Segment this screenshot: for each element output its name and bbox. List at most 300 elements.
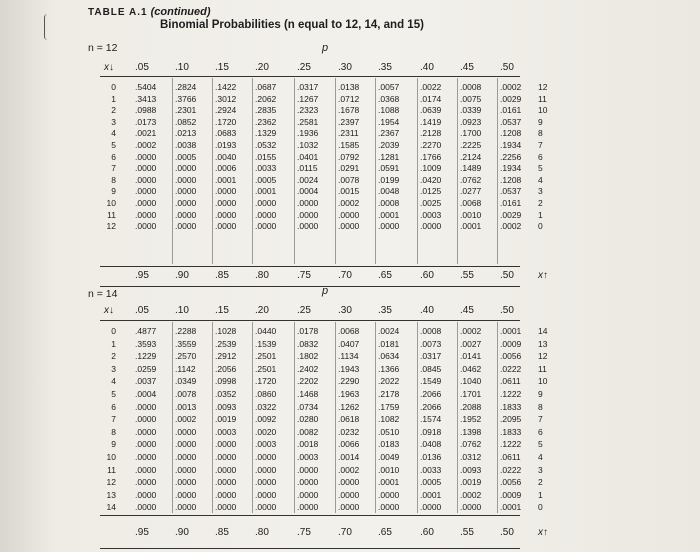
- row-index: 4: [111, 128, 116, 139]
- probability-cell: .0000: [135, 464, 157, 475]
- probability-cell: .0056: [500, 351, 522, 362]
- probability-cell: .1701: [460, 389, 482, 399]
- row-index-right: 9: [538, 389, 543, 399]
- probability-cell: .0155: [255, 151, 277, 162]
- probability-cell: .0068: [338, 326, 360, 336]
- probability-cell: .1281: [378, 151, 400, 162]
- row-index: 12: [106, 221, 116, 232]
- column-rule: [294, 322, 295, 513]
- probability-cell: .0009: [500, 338, 522, 349]
- row-index: 9: [111, 439, 116, 450]
- probability-cell: .0000: [135, 198, 157, 208]
- probability-cell: .0024: [297, 174, 319, 185]
- probability-cell: .0000: [420, 221, 442, 232]
- column-rule: [335, 78, 336, 264]
- probability-cell: .1329: [255, 128, 277, 139]
- row-index-right: 3: [538, 464, 543, 475]
- column-footer: .95: [135, 527, 149, 538]
- probability-cell: .1700: [460, 128, 482, 139]
- probability-cell: .0988: [135, 105, 157, 116]
- probability-cell: .0138: [338, 82, 360, 92]
- probability-cell: .0368: [378, 93, 400, 104]
- column-footer: .80: [255, 270, 269, 281]
- probability-cell: .0000: [338, 221, 360, 232]
- p-label: p: [322, 285, 329, 297]
- probability-cell: .0002: [338, 198, 360, 208]
- row-index-right: 7: [538, 140, 543, 150]
- row-index-right: 10: [538, 376, 548, 387]
- probability-cell: .0000: [338, 477, 360, 488]
- probability-cell: .2311: [338, 128, 359, 139]
- probability-cell: .1954: [378, 116, 400, 127]
- probability-cell: .2323: [297, 105, 319, 116]
- column-header: .20: [255, 62, 269, 73]
- probability-cell: .0029: [500, 209, 522, 220]
- margin-bracket: [44, 14, 51, 40]
- probability-cell: .0033: [255, 163, 277, 174]
- probability-cell: .0998: [215, 376, 237, 387]
- probability-cell: .2290: [338, 376, 360, 387]
- row-index: 14: [106, 502, 116, 513]
- probability-cell: .1549: [420, 376, 442, 387]
- probability-cell: .0860: [255, 389, 277, 399]
- probability-cell: .0004: [135, 389, 157, 399]
- probability-cell: .0000: [215, 464, 237, 475]
- probability-cell: .0037: [135, 376, 157, 387]
- probability-cell: .0002: [460, 489, 482, 500]
- probability-cell: .1936: [297, 128, 319, 139]
- probability-cell: .0000: [338, 502, 360, 513]
- column-header: .35: [378, 62, 392, 73]
- probability-cell: .0015: [338, 186, 360, 197]
- probability-cell: .0762: [460, 439, 482, 450]
- probability-cell: .1720: [215, 116, 237, 127]
- probability-cell: .0136: [420, 452, 442, 462]
- probability-cell: .1943: [338, 363, 360, 374]
- probability-cell: .2539: [215, 338, 237, 349]
- probability-cell: .1759: [378, 401, 400, 412]
- probability-cell: .0291: [338, 163, 360, 174]
- probability-cell: .3559: [175, 338, 197, 349]
- column-header: .25: [297, 305, 311, 316]
- probability-cell: .2581: [297, 116, 319, 127]
- probability-cell: .0093: [215, 401, 237, 412]
- probability-cell: .0000: [215, 502, 237, 513]
- probability-cell: .0000: [255, 198, 277, 208]
- column-footer: .65: [378, 527, 392, 538]
- probability-cell: .0020: [255, 426, 277, 437]
- column-footer: .75: [297, 270, 311, 281]
- column-footer: .80: [255, 527, 269, 538]
- probability-cell: .1766: [420, 151, 442, 162]
- row-index: 0: [111, 326, 116, 336]
- row-index-right: 12: [538, 351, 548, 362]
- row-index-right: 14: [538, 326, 548, 336]
- probability-cell: .2022: [378, 376, 400, 387]
- probability-cell: .0022: [420, 82, 442, 92]
- probability-cell: .0181: [378, 338, 400, 349]
- probability-cell: .0687: [255, 82, 277, 92]
- column-header: .10: [175, 62, 189, 73]
- probability-cell: .1419: [420, 116, 442, 127]
- probability-cell: .2062: [255, 93, 277, 104]
- probability-cell: .0005: [175, 151, 197, 162]
- x-up-label: x↑: [538, 270, 548, 281]
- probability-cell: .0918: [420, 426, 442, 437]
- probability-cell: .0213: [175, 128, 197, 139]
- probability-cell: .0018: [297, 439, 319, 450]
- probability-cell: .0003: [420, 209, 442, 220]
- probability-cell: .0000: [175, 477, 197, 488]
- n-label: n = 12: [88, 42, 118, 54]
- probability-cell: .0003: [215, 426, 237, 437]
- probability-cell: .0532: [255, 140, 277, 150]
- probability-cell: .0193: [215, 140, 237, 150]
- probability-cell: .0000: [215, 186, 237, 197]
- probability-cell: .3012: [215, 93, 237, 104]
- probability-cell: .0401: [297, 151, 319, 162]
- row-index: 5: [111, 140, 116, 150]
- row-index-right: 0: [538, 502, 543, 513]
- probability-cell: .0057: [378, 82, 400, 92]
- probability-cell: .0078: [338, 174, 360, 185]
- column-header: .45: [460, 62, 474, 73]
- probability-cell: .0001: [420, 489, 442, 500]
- row-index: 1: [111, 338, 116, 349]
- row-index-right: 10: [538, 105, 548, 116]
- probability-cell: .0259: [135, 363, 157, 374]
- probability-cell: .1134: [338, 351, 359, 362]
- probability-cell: .0000: [378, 502, 400, 513]
- probability-cell: .0009: [500, 489, 522, 500]
- probability-cell: .1468: [297, 389, 319, 399]
- probability-cell: .0000: [135, 401, 157, 412]
- row-index-right: 9: [538, 116, 543, 127]
- column-footer: .55: [460, 527, 474, 538]
- footer-rule: [100, 286, 520, 287]
- probability-cell: .5404: [135, 82, 157, 92]
- probability-cell: .2066: [420, 401, 442, 412]
- probability-cell: .2924: [215, 105, 237, 116]
- probability-cell: .2270: [420, 140, 442, 150]
- probability-cell: .0161: [500, 198, 522, 208]
- probability-cell: .0000: [135, 221, 157, 232]
- probability-cell: .0056: [500, 477, 522, 488]
- probability-cell: .0000: [297, 198, 319, 208]
- row-index-right: 4: [538, 452, 543, 462]
- column-rule: [252, 78, 253, 264]
- probability-cell: .0066: [338, 439, 360, 450]
- table-label: TABLE A.1: [88, 7, 148, 18]
- column-header: .10: [175, 305, 189, 316]
- probability-cell: .2397: [338, 116, 360, 127]
- probability-cell: .0000: [175, 426, 197, 437]
- probability-cell: .2301: [175, 105, 197, 116]
- row-index: 10: [106, 198, 116, 208]
- probability-cell: .0000: [175, 163, 197, 174]
- probability-cell: .0048: [378, 186, 400, 197]
- row-index: 11: [107, 464, 116, 475]
- probability-cell: .0000: [175, 489, 197, 500]
- probability-cell: .0000: [378, 489, 400, 500]
- probability-cell: .0000: [297, 209, 319, 220]
- column-rule: [457, 322, 458, 513]
- probability-cell: .0002: [135, 140, 157, 150]
- probability-cell: .2501: [255, 363, 277, 374]
- probability-cell: .1422: [215, 82, 237, 92]
- n-label: n = 14: [88, 288, 118, 300]
- row-index: 2: [111, 351, 116, 362]
- probability-cell: .0000: [135, 502, 157, 513]
- column-footer: .85: [215, 527, 229, 538]
- row-index: 6: [111, 401, 116, 412]
- probability-cell: .0510: [378, 426, 400, 437]
- probability-cell: .0000: [297, 489, 319, 500]
- column-footer: .50: [500, 270, 514, 281]
- probability-cell: .0183: [378, 439, 400, 450]
- probability-cell: .1952: [460, 414, 482, 425]
- probability-cell: .2225: [460, 140, 482, 150]
- probability-cell: .1267: [297, 93, 319, 104]
- probability-cell: .2288: [175, 326, 197, 336]
- probability-cell: .0002: [500, 82, 522, 92]
- probability-cell: .1222: [500, 439, 522, 450]
- probability-cell: .0161: [500, 105, 522, 116]
- probability-cell: .0021: [135, 128, 157, 139]
- probability-cell: .0002: [338, 464, 360, 475]
- probability-cell: .0845: [420, 363, 442, 374]
- probability-cell: .0349: [175, 376, 197, 387]
- probability-cell: .2362: [255, 116, 277, 127]
- probability-cell: .0019: [215, 414, 237, 425]
- probability-cell: .0001: [500, 502, 522, 513]
- probability-cell: .0339: [460, 105, 482, 116]
- row-index-right: 4: [538, 174, 543, 185]
- probability-cell: .0000: [255, 477, 277, 488]
- probability-cell: .0000: [297, 477, 319, 488]
- probability-cell: .0000: [175, 174, 197, 185]
- probability-cell: .1082: [378, 414, 400, 425]
- probability-cell: .0000: [255, 209, 277, 220]
- probability-cell: .0000: [175, 464, 197, 475]
- row-index: 5: [111, 389, 116, 399]
- probability-cell: .0001: [500, 326, 522, 336]
- probability-cell: .1720: [255, 376, 277, 387]
- probability-cell: .1833: [500, 426, 522, 437]
- column-header: .40: [420, 305, 434, 316]
- body-rule: [100, 515, 520, 516]
- probability-cell: .2912: [215, 351, 237, 362]
- probability-cell: .0000: [135, 151, 157, 162]
- column-rule: [335, 322, 336, 513]
- row-index-right: 6: [538, 151, 543, 162]
- probability-cell: .0312: [460, 452, 482, 462]
- row-index-right: 0: [538, 221, 543, 232]
- row-index-right: 11: [538, 363, 547, 374]
- column-footer: .60: [420, 270, 434, 281]
- column-footer: .65: [378, 270, 392, 281]
- probability-cell: .1678: [338, 105, 360, 116]
- probability-cell: .0000: [135, 426, 157, 437]
- probability-cell: .0001: [378, 209, 400, 220]
- probability-cell: .3766: [175, 93, 197, 104]
- probability-cell: .0322: [255, 401, 277, 412]
- row-index: 8: [111, 426, 116, 437]
- column-rule: [294, 78, 295, 264]
- x-down-label: x↓: [104, 305, 114, 316]
- probability-cell: .0019: [460, 477, 482, 488]
- row-index: 2: [111, 105, 116, 116]
- page-title: Binomial Probabilities (n equal to 12, 14, and 15): [160, 19, 424, 31]
- probability-cell: .0734: [297, 401, 319, 412]
- column-rule: [212, 78, 213, 264]
- probability-cell: .2501: [255, 351, 277, 362]
- probability-cell: .0000: [135, 477, 157, 488]
- probability-cell: .1934: [500, 163, 522, 174]
- probability-cell: .1802: [297, 351, 319, 362]
- probability-cell: .0010: [460, 209, 482, 220]
- probability-cell: .0000: [215, 198, 237, 208]
- column-rule: [252, 322, 253, 513]
- column-footer: .90: [175, 527, 189, 538]
- probability-cell: .0611: [500, 452, 521, 462]
- column-rule: [172, 322, 173, 513]
- row-index-right: 7: [538, 414, 543, 425]
- probability-cell: .0762: [460, 174, 482, 185]
- column-footer: .95: [135, 270, 149, 281]
- column-header: .45: [460, 305, 474, 316]
- probability-cell: .0001: [255, 186, 277, 197]
- column-header: .30: [338, 62, 352, 73]
- probability-cell: .2824: [175, 82, 197, 92]
- probability-cell: .1366: [378, 363, 400, 374]
- probability-cell: .0000: [175, 452, 197, 462]
- probability-cell: .2570: [175, 351, 197, 362]
- probability-cell: .0000: [135, 186, 157, 197]
- probability-cell: .1833: [500, 401, 522, 412]
- row-index-right: 8: [538, 128, 543, 139]
- probability-cell: .0013: [175, 401, 197, 412]
- probability-cell: .2088: [460, 401, 482, 412]
- probability-cell: .1142: [175, 363, 196, 374]
- probability-cell: .0408: [420, 439, 442, 450]
- probability-cell: .2367: [378, 128, 400, 139]
- probability-cell: .0000: [297, 221, 319, 232]
- probability-cell: .0000: [135, 439, 157, 450]
- probability-cell: .3593: [135, 338, 157, 349]
- probability-cell: .0005: [420, 477, 442, 488]
- column-footer: .70: [338, 270, 352, 281]
- column-rule: [172, 78, 173, 264]
- probability-cell: .0352: [215, 389, 237, 399]
- probability-cell: .0222: [500, 464, 522, 475]
- column-footer: .70: [338, 527, 352, 538]
- probability-cell: .0049: [378, 452, 400, 462]
- probability-cell: .0000: [215, 477, 237, 488]
- probability-cell: .0006: [215, 163, 237, 174]
- row-index: 11: [107, 209, 116, 220]
- column-rule: [375, 78, 376, 264]
- probability-cell: .2835: [255, 105, 277, 116]
- probability-cell: .3413: [135, 93, 157, 104]
- probability-cell: .0537: [500, 116, 522, 127]
- column-footer: .60: [420, 527, 434, 538]
- probability-cell: .0440: [255, 326, 277, 336]
- probability-cell: .1574: [420, 414, 442, 425]
- probability-cell: .0014: [338, 452, 360, 462]
- row-index-right: 12: [538, 82, 548, 92]
- probability-cell: .0125: [420, 186, 442, 197]
- probability-cell: .0792: [338, 151, 360, 162]
- probability-cell: .1088: [378, 105, 400, 116]
- probability-cell: .1585: [338, 140, 360, 150]
- probability-cell: .0075: [460, 93, 482, 104]
- column-rule: [457, 78, 458, 264]
- row-index: 10: [106, 452, 116, 462]
- probability-cell: .0025: [420, 198, 442, 208]
- probability-cell: .0634: [378, 351, 400, 362]
- probability-cell: .0040: [215, 151, 237, 162]
- probability-cell: .2256: [500, 151, 522, 162]
- probability-cell: .0000: [135, 489, 157, 500]
- probability-cell: .0002: [175, 414, 197, 425]
- probability-cell: .0078: [175, 389, 197, 399]
- probability-cell: .2202: [297, 376, 319, 387]
- row-index-right: 5: [538, 439, 543, 450]
- probability-cell: .0115: [297, 163, 318, 174]
- probability-cell: .0000: [255, 221, 277, 232]
- column-rule: [497, 78, 498, 264]
- probability-cell: .0001: [378, 477, 400, 488]
- probability-cell: .0639: [420, 105, 442, 116]
- probability-cell: .0591: [378, 163, 400, 174]
- probability-cell: .1028: [215, 326, 237, 336]
- x-up-label: x↑: [538, 527, 548, 538]
- probability-cell: .0712: [338, 93, 360, 104]
- probability-cell: .0000: [460, 502, 482, 513]
- probability-cell: .0093: [460, 464, 482, 475]
- column-rule: [417, 322, 418, 513]
- probability-cell: .0001: [215, 174, 237, 185]
- probability-cell: .1489: [460, 163, 482, 174]
- probability-cell: .1032: [297, 140, 319, 150]
- probability-cell: .0008: [378, 198, 400, 208]
- probability-cell: .0024: [378, 326, 400, 336]
- probability-cell: .0092: [255, 414, 277, 425]
- column-header: .40: [420, 62, 434, 73]
- probability-cell: .0000: [297, 464, 319, 475]
- probability-cell: .2402: [297, 363, 319, 374]
- header-rule: [100, 76, 520, 77]
- row-index-right: 1: [538, 489, 543, 500]
- probability-cell: .2056: [215, 363, 237, 374]
- row-index-right: 13: [538, 338, 548, 349]
- probability-cell: .0000: [378, 221, 400, 232]
- probability-cell: .1934: [500, 140, 522, 150]
- column-footer: .55: [460, 270, 474, 281]
- probability-cell: .0000: [175, 439, 197, 450]
- row-index: 3: [111, 116, 116, 127]
- column-header: .30: [338, 305, 352, 316]
- probability-cell: .0002: [460, 326, 482, 336]
- row-index: 12: [106, 477, 116, 488]
- probability-cell: .0277: [460, 186, 482, 197]
- column-header: .15: [215, 305, 229, 316]
- probability-cell: .0000: [420, 502, 442, 513]
- probability-cell: .0027: [460, 338, 482, 349]
- probability-cell: .0537: [500, 186, 522, 197]
- column-header: .20: [255, 305, 269, 316]
